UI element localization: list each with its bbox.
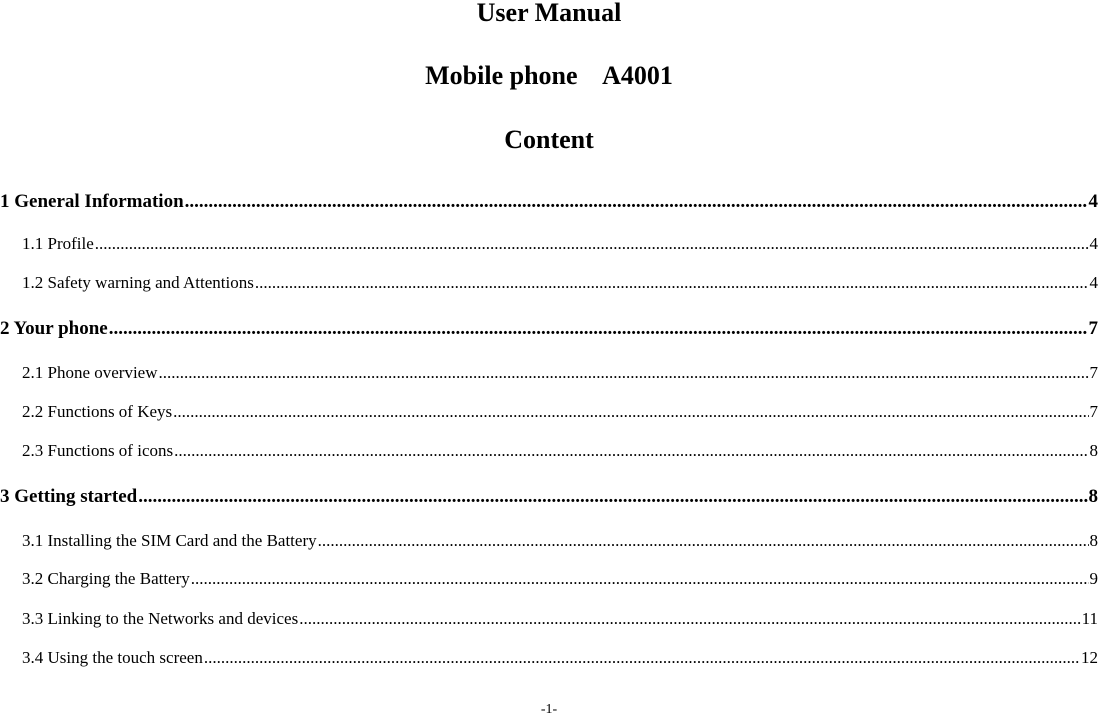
toc-entry-page: 8 (1089, 531, 1098, 550)
toc-entry-general-information[interactable] (0, 191, 1098, 213)
toc-entry-label: 1.1 Profile (22, 234, 94, 253)
toc-entry-installing-sim[interactable] (0, 531, 1098, 553)
toc-leader-dots (191, 569, 1089, 589)
page-number: -1- (540, 702, 558, 717)
contents-heading: Content (504, 125, 594, 154)
toc-entry-label: 1.2 Safety warning and Attentions (22, 273, 254, 292)
toc-leader-dots (138, 486, 1087, 508)
toc-entry-label: 3.2 Charging the Battery (22, 569, 190, 588)
document-title: User Manual (476, 0, 622, 27)
toc-entry-profile[interactable] (0, 234, 1098, 256)
toc-entry-label: 1 General Information (0, 191, 184, 212)
toc-entry-page: 4 (1089, 234, 1098, 253)
toc-entry-getting-started[interactable] (0, 486, 1098, 508)
toc-entry-page: 7 (1088, 318, 1098, 339)
toc-entry-label: 2 Your phone (0, 318, 108, 339)
toc-entry-phone-overview[interactable] (0, 363, 1098, 385)
toc-entry-label: 3 Getting started (0, 486, 138, 507)
toc-entry-page: 8 (1089, 441, 1098, 460)
toc-entry-label: 2.1 Phone overview (22, 363, 158, 382)
toc-entry-label: 3.3 Linking to the Networks and devices (22, 609, 299, 628)
toc-entry-page: 7 (1089, 363, 1098, 382)
toc-entry-label: 3.4 Using the touch screen (22, 648, 203, 667)
toc-entry-touch-screen[interactable] (0, 648, 1098, 670)
toc-entry-page: 4 (1089, 273, 1098, 292)
toc-leader-dots (204, 648, 1080, 668)
toc-entry-linking-networks[interactable] (0, 609, 1098, 631)
toc-entry-safety-warning[interactable] (0, 273, 1098, 295)
toc-leader-dots (173, 402, 1088, 422)
toc-leader-dots (299, 609, 1080, 629)
toc-entry-page: 9 (1089, 569, 1098, 588)
toc-entry-page: 8 (1088, 486, 1098, 507)
toc-leader-dots (109, 318, 1088, 340)
product-name: Mobile phone A4001 (425, 61, 673, 90)
toc-entry-your-phone[interactable] (0, 318, 1098, 340)
toc-leader-dots (185, 191, 1088, 213)
toc-leader-dots (159, 363, 1089, 383)
toc-entry-label: 2.3 Functions of icons (22, 441, 174, 460)
toc-entry-label: 3.1 Installing the SIM Card and the Battery (22, 531, 317, 550)
toc-leader-dots (318, 531, 1089, 551)
toc-entry-page: 4 (1088, 191, 1098, 212)
toc-entry-functions-of-keys[interactable] (0, 402, 1098, 424)
toc-entry-page: 12 (1081, 648, 1098, 667)
toc-entry-page: 11 (1081, 609, 1098, 628)
toc-entry-functions-of-icons[interactable] (0, 441, 1098, 463)
toc-leader-dots (95, 234, 1089, 254)
toc-leader-dots (255, 273, 1089, 293)
toc-entry-label: 2.2 Functions of Keys (22, 402, 173, 421)
toc-leader-dots (174, 441, 1088, 461)
toc-entry-page: 7 (1089, 402, 1098, 421)
toc-entry-charging-battery[interactable] (0, 569, 1098, 591)
